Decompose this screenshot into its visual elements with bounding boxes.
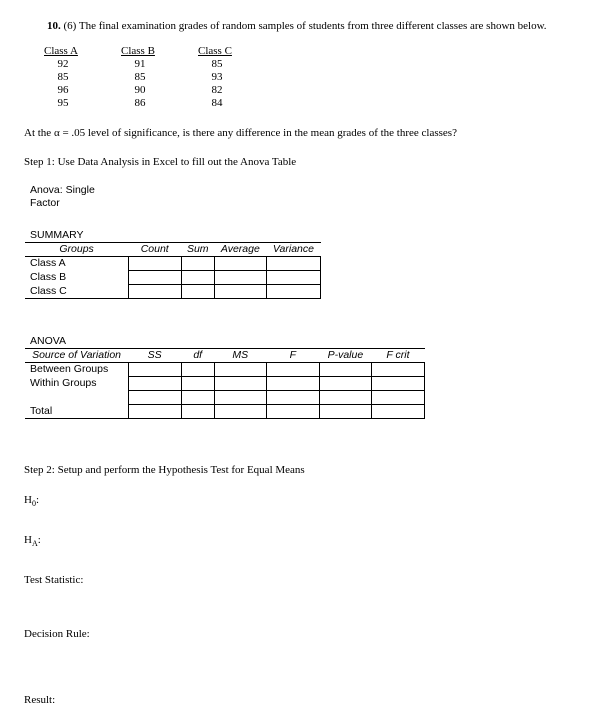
class-data-block [33, 45, 253, 115]
result-label: Result: [24, 694, 56, 706]
summary-row-label: Class C [25, 285, 128, 299]
class-a-value: 85 [57, 71, 69, 83]
anova-input-ms[interactable] [214, 391, 266, 405]
ha-suffix: : [37, 534, 41, 546]
class-a-value: 95 [57, 97, 69, 109]
anova-input-df[interactable] [181, 391, 214, 405]
ha-subscript: A [31, 539, 38, 549]
summary-input-average[interactable] [214, 257, 266, 271]
class-b-header: Class B [121, 45, 155, 57]
class-a-value: 92 [57, 58, 69, 70]
anova-input-ss[interactable] [128, 363, 181, 377]
anova-header-df: df [181, 349, 214, 363]
class-c-value: 84 [211, 97, 223, 109]
anova-title-line1: Anova: Single [30, 184, 95, 196]
anova-row-within [25, 377, 425, 391]
anova-input-f-crit[interactable] [371, 377, 424, 391]
h0-subscript: 0 [31, 499, 36, 509]
anova-input-ss[interactable] [128, 405, 181, 419]
summary-input-count[interactable] [128, 285, 181, 299]
step1-heading: Step 1: Use Data Analysis in Excel to fill out the Anova Table [24, 156, 297, 168]
anova-row-total [25, 405, 425, 419]
h0-label [24, 494, 39, 508]
anova-input-df[interactable] [181, 405, 214, 419]
anova-input-ms[interactable] [214, 377, 266, 391]
anova-row-between [25, 363, 425, 377]
question-number: 10. [47, 20, 61, 32]
summary-row-label: Class A [30, 257, 66, 270]
anova-header-ss: SS [128, 349, 181, 363]
summary-input-average[interactable] [214, 271, 266, 285]
summary-header-sum: Sum [181, 243, 214, 257]
summary-header-variance: Variance [266, 243, 320, 257]
question-text: The final examination grades of random samples of students from three different classes are shown below. [78, 20, 547, 32]
summary-header-row [25, 243, 321, 257]
anova-row-label: Within Groups [30, 377, 97, 389]
class-b-value: 90 [134, 84, 146, 96]
summary-input-sum[interactable] [181, 285, 214, 299]
significance-question: At the α = .05 level of significance, is there any difference in the mean grades of the three classes? [24, 127, 457, 139]
anova-input-f-crit[interactable] [371, 391, 424, 405]
step2-heading: Step 2: Setup and perform the Hypothesis Test for Equal Means [24, 464, 305, 476]
anova-label: ANOVA [30, 335, 66, 347]
anova-input-ms[interactable] [214, 363, 266, 377]
anova-header-source: Source of Variation [25, 349, 128, 363]
summary-label: SUMMARY [30, 229, 84, 241]
anova-header-p-value: P-value [319, 349, 371, 363]
question-points: (6) [63, 20, 77, 32]
ha-main: H [24, 534, 32, 546]
anova-header-f-crit: F crit [371, 349, 424, 363]
h0-suffix: : [35, 494, 40, 506]
anova-header-f: F [266, 349, 319, 363]
anova-input-p-value[interactable] [319, 363, 371, 377]
class-a-value: 96 [57, 84, 69, 96]
anova-input-ss[interactable] [128, 377, 181, 391]
anova-input-ms[interactable] [214, 405, 266, 419]
class-b-value: 91 [134, 58, 146, 70]
decision-rule-label: Decision Rule: [24, 628, 90, 640]
summary-header-average: Average [214, 243, 266, 257]
test-statistic-label: Test Statistic: [24, 574, 84, 586]
summary-input-average[interactable] [214, 285, 266, 299]
question-line [47, 20, 547, 32]
anova-input-df[interactable] [181, 363, 214, 377]
anova-input-f[interactable] [266, 405, 319, 419]
anova-row-blank [25, 391, 425, 405]
summary-input-count[interactable] [128, 257, 181, 271]
summary-input-count[interactable] [128, 271, 181, 285]
class-c-value: 93 [211, 71, 223, 83]
class-c-header: Class C [198, 45, 232, 57]
anova-table [25, 348, 425, 419]
anova-row-label [25, 391, 128, 405]
anova-row-label: Total [25, 405, 128, 419]
summary-input-variance[interactable] [266, 271, 320, 285]
summary-input-sum[interactable] [181, 257, 214, 271]
h0-main: H [24, 494, 32, 506]
summary-input-sum[interactable] [181, 271, 214, 285]
anova-input-p-value[interactable] [319, 377, 371, 391]
summary-row-class-c [25, 285, 321, 299]
anova-row-label: Between Groups [30, 363, 109, 376]
class-b-value: 86 [134, 97, 146, 109]
anova-input-f-crit[interactable] [371, 363, 424, 377]
ha-label [24, 534, 41, 548]
class-a-header: Class A [44, 45, 78, 57]
class-b-value: 85 [134, 71, 146, 83]
summary-row-label: Class B [30, 271, 67, 283]
anova-header-ms: MS [214, 349, 266, 363]
anova-input-f[interactable] [266, 377, 319, 391]
class-c-value: 82 [211, 84, 223, 96]
anova-input-f[interactable] [266, 391, 319, 405]
anova-input-p-value[interactable] [319, 391, 371, 405]
anova-title-line2: Factor [30, 197, 60, 209]
anova-input-f[interactable] [266, 363, 319, 377]
anova-header-row [25, 349, 425, 363]
class-c-value: 85 [211, 58, 223, 70]
summary-row-class-b [25, 271, 321, 285]
anova-input-p-value[interactable] [319, 405, 371, 419]
summary-header-count: Count [128, 243, 181, 257]
summary-input-variance[interactable] [266, 257, 320, 271]
summary-header-groups: Groups [25, 243, 128, 257]
anova-input-df[interactable] [181, 377, 214, 391]
summary-row-class-a [25, 257, 321, 271]
anova-input-f-crit[interactable] [371, 405, 424, 419]
anova-input-ss[interactable] [128, 391, 181, 405]
summary-table [25, 242, 321, 299]
summary-input-variance[interactable] [266, 285, 320, 299]
